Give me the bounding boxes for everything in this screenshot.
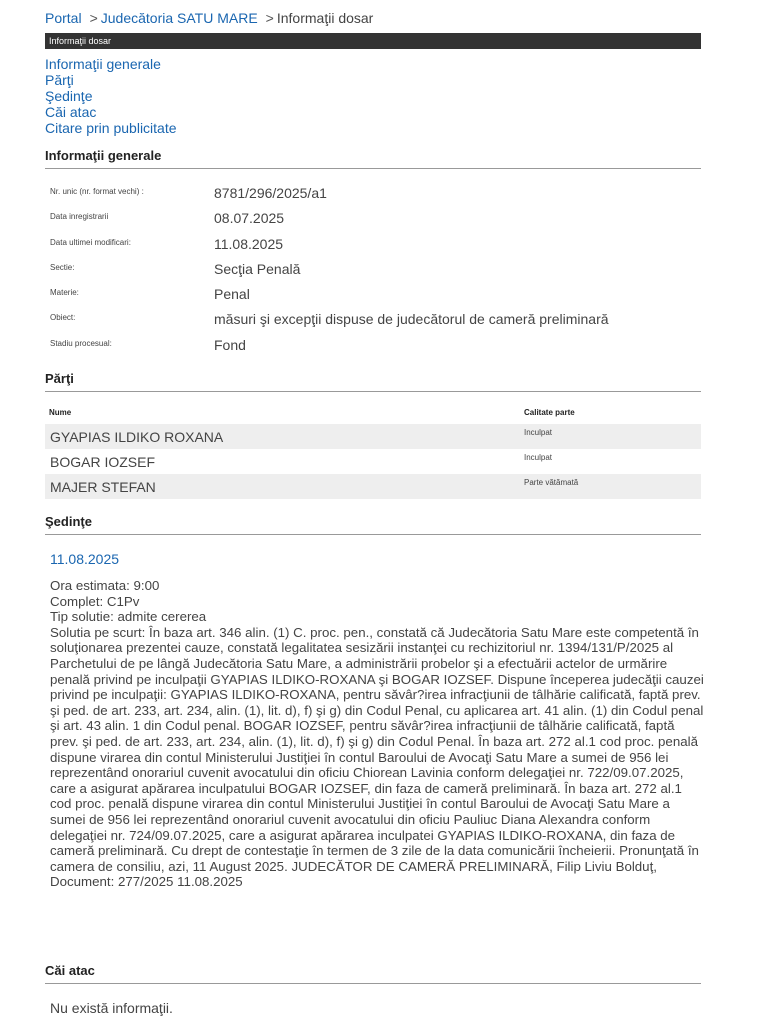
info-value: 08.07.2025 [214, 210, 285, 227]
sedinta-ora: Ora estimata: 9:00 [50, 578, 160, 593]
party-role: Inculpat [524, 453, 553, 462]
column-header-nume: Nume [49, 408, 72, 417]
nav-link-parti[interactable]: Părţi [45, 72, 74, 88]
sedinta-complet: Complet: C1Pv [50, 593, 140, 609]
section-heading-cai-atac: Căi atac [45, 963, 701, 984]
info-label: Sectie: [50, 262, 75, 272]
table-row [45, 424, 701, 449]
page-title-bar [45, 33, 701, 49]
table-header [45, 404, 701, 424]
parti-table [45, 404, 701, 499]
table-row [45, 449, 701, 474]
general-info-table [50, 185, 700, 362]
sedinta-date: 11.08.2025 [50, 551, 120, 567]
nav-link-informatii-generale[interactable]: Informaţii generale [45, 56, 161, 72]
breadcrumb [45, 9, 373, 27]
info-row [50, 286, 700, 311]
breadcrumb-separator: > [89, 10, 98, 26]
info-row [50, 337, 700, 362]
nav-link-sedinte[interactable]: Şedinţe [45, 88, 93, 104]
nav-link-citare[interactable]: Citare prin publicitate [45, 120, 177, 136]
info-row [50, 261, 700, 286]
info-value: Secţia Penală [214, 260, 301, 277]
info-label: Obiect: [50, 313, 76, 323]
section-nav [45, 56, 177, 136]
section-heading-parti: Părţi [45, 371, 701, 392]
info-row [50, 236, 700, 261]
breadcrumb-portal-link[interactable]: Portal [45, 10, 82, 26]
info-value: Fond [214, 336, 246, 353]
sedinta-tip-solutie: Tip solutie: admite cererea [50, 609, 207, 625]
info-label: Stadiu procesual: [50, 338, 112, 348]
breadcrumb-court-link[interactable]: Judecătoria SATU MARE [100, 10, 258, 26]
info-label: Data inregistrarii [50, 212, 109, 222]
party-name: GYAPIAS ILDIKO ROXANA [50, 429, 224, 445]
party-role: Inculpat [524, 428, 553, 437]
section-heading-general: Informaţii generale [45, 148, 701, 169]
info-value: Penal [214, 286, 250, 303]
breadcrumb-current: Informaţii dosar [276, 10, 374, 26]
info-row [50, 210, 700, 235]
section-heading-sedinte: Şedinţe [45, 514, 701, 535]
info-label: Nr. unic (nr. format vechi) : [50, 187, 144, 196]
info-row [50, 311, 700, 336]
sedinta-solutie: Solutia pe scurt: În baza art. 346 alin. (1) C. proc. pen., constată că Judecătoria Satu Mare este competentă în soluţionarea prezentei cauze, constată legalitatea sesizării instanţei cu rechizitoriul nr. 1394/131/P/2025 al Parchetului de pe lângă Judecătoria Satu Mare, a administrării probelor şi a efectuării actelor de urmărire penală privind pe inculpaţii GYAPIAS ILDIKO-ROXANA şi BOGAR IOZSEF. Dispune începerea judecăţii cauzei privind pe inculpaţii: GYAPIAS ILDIKO-ROXANA, pentru săvâr?irea infracţiunii de tâlhărie calificată, faptă prev. şi ped. de art. 233, art. 234, alin. (1), lit. d), f) şi g) din Codul Penal, cu aplicarea art. 41 alin. (1) din Codul penal şi art. 43 alin. 1 din Codul penal. BOGAR IOZSEF, pentru săvâr?irea infracţiunii de tâlhărie calificată, faptă prev. şi ped. de art. 233, art. 234, alin. (1), lit. d), f) şi g) din Codul Penal. În baza art. 272 al.1 cod proc. penală dispune virarea din contul Ministerului Justiţiei în contul Baroului de Avocaţi Satu Mare a sumei de 956 lei reprezentând onorariul cuvenit avocatului din oficiu Chiorean Lavinia conform delegaţiei nr. 722/09.07.2025, care a asigurat apărarea inculpatului BOGAR IOZSEF, din faza de cameră preliminară. În baza art. 272 al.1 cod proc. penală dispune virarea din contul Ministerului Justiţiei în contul Baroului de Avocaţi Satu Mare a sumei de 956 lei reprezentând onorariul cuvenit avocatului din oficiu Pauliuc Diana Alexandra conform delegaţiei nr. 724/09.07.2025, care a asigurat apărarea inculpatei GYAPIAS ILDIKO-ROXANA, din faza de cameră preliminară. Cu drept de contestaţie în termen de 3 zile de la data comunicării încheierii. Pronunţată în camera de consiliu, azi, 11 August 2025. JUDECĂTOR DE CAMERĂ PRELIMINARĂ, Filip Liviu Bolduţ, [50, 624, 704, 874]
info-label: Data ultimei modificari: [50, 237, 131, 247]
sedinta-document: Document: 277/2025 11.08.2025 [50, 874, 243, 890]
party-name: MAJER STEFAN [50, 479, 156, 495]
party-name: BOGAR IOZSEF [50, 454, 156, 470]
sedinta-block [50, 551, 710, 890]
cai-atac-empty: Nu există informaţii. [50, 1000, 173, 1016]
column-header-calitate: Calitate parte [524, 408, 575, 417]
table-row [45, 474, 701, 499]
info-value: măsuri şi excepţii dispuse de judecătorul de cameră preliminară [214, 311, 609, 328]
info-value: 11.08.2025 [214, 235, 284, 252]
page-title: Informaţii dosar [49, 36, 112, 46]
nav-link-cai-atac[interactable]: Căi atac [45, 104, 97, 120]
breadcrumb-separator: > [265, 10, 274, 26]
info-value: 8781/296/2025/a1 [214, 185, 327, 201]
party-role: Parte vătămată [524, 478, 579, 487]
info-row [50, 185, 700, 210]
info-label: Materie: [50, 288, 79, 298]
